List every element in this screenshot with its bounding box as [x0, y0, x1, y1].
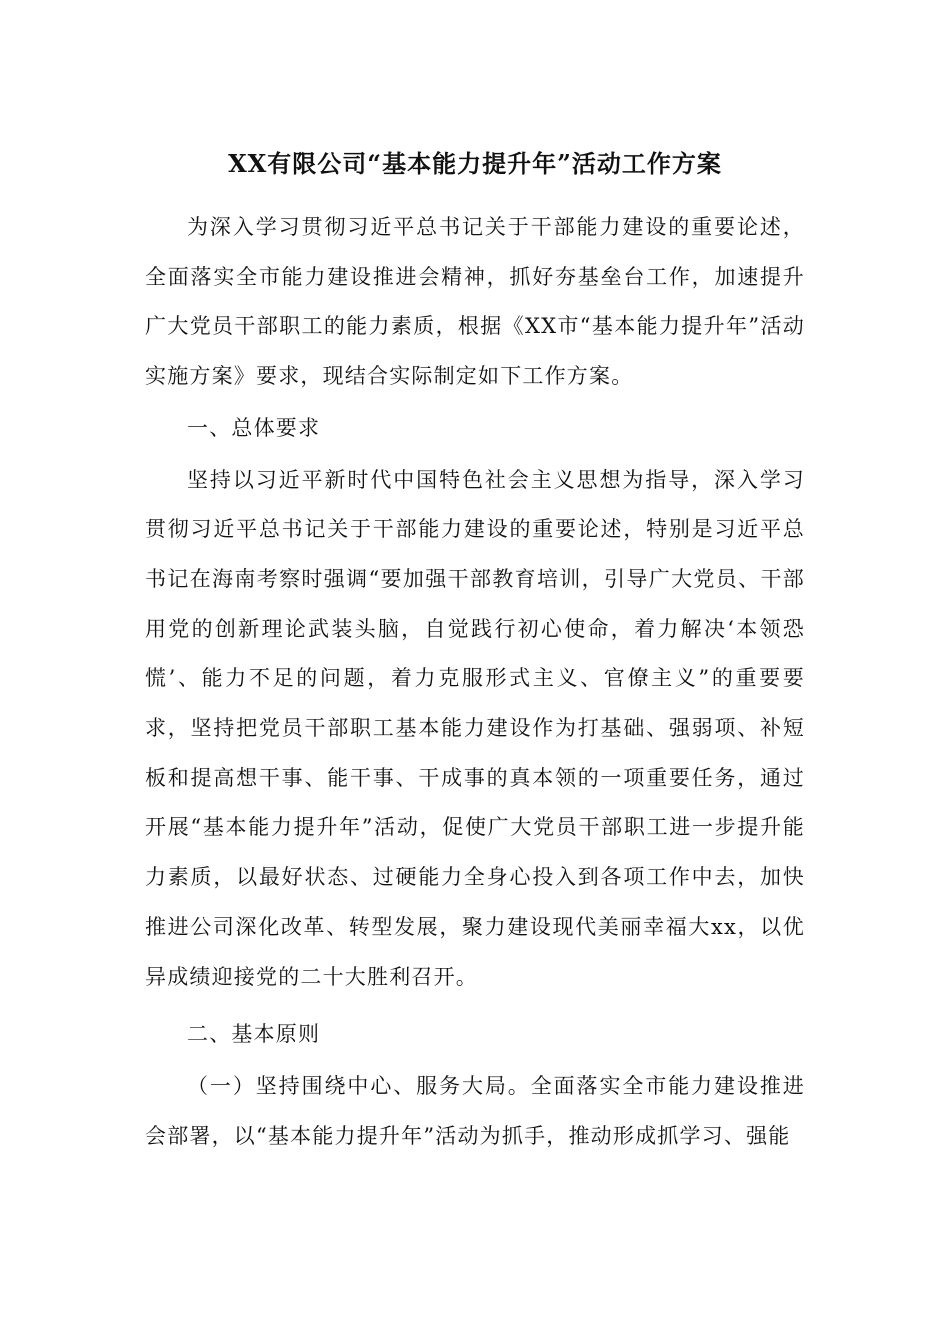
- section-heading-general-requirements: 一、总体要求: [187, 415, 321, 440]
- general-requirements-paragraph: 坚持以习近平新时代中国特色社会主义思想为指导，深入学习贯彻习近平总书记关于干部能力建设的重要论述，特别是习近平总书记在海南考察时强调“要加强干部教育培训，引导广大党员、干部用党的创新理论武装头脑，自觉践行初心使命，着力解决‘本领恐慌’、能力不足的问题，着力克服形式主义、官僚主义”的重要要求，坚持把党员干部职工基本能力建设作为打基础、强弱项、补短板和提高想干事、能干事、干成事的真本领的一项重要任务，通过开展“基本能力提升年”活动，促使广大党员干部职工进一步提升能力素质，以最好状态、过硬能力全身心投入到各项工作中去，加快推进公司深化改革、转型发展，聚力建设现代美丽幸福大xx，以优异成绩迎接党的二十大胜利召开。: [145, 467, 805, 989]
- document-title: XX有限公司“基本能力提升年”活动工作方案: [228, 149, 722, 178]
- intro-paragraph: 为深入学习贯彻习近平总书记关于干部能力建设的重要论述，全面落实全市能力建设推进会精神，抓好夯基垒台工作，加速提升广大党员干部职工的能力素质，根据《XX市“基本能力提升年”活动实施方案》要求，现结合实际制定如下工作方案。: [145, 215, 805, 389]
- document-body: [145, 140, 805, 1161]
- basic-principles-paragraph: （一）坚持围绕中心、服务大局。全面落实全市能力建设推进会部署，以“基本能力提升年”活动为抓手，推动形成抓学习、强能: [145, 1073, 805, 1148]
- section-heading-basic-principles: 二、基本原则: [187, 1022, 321, 1047]
